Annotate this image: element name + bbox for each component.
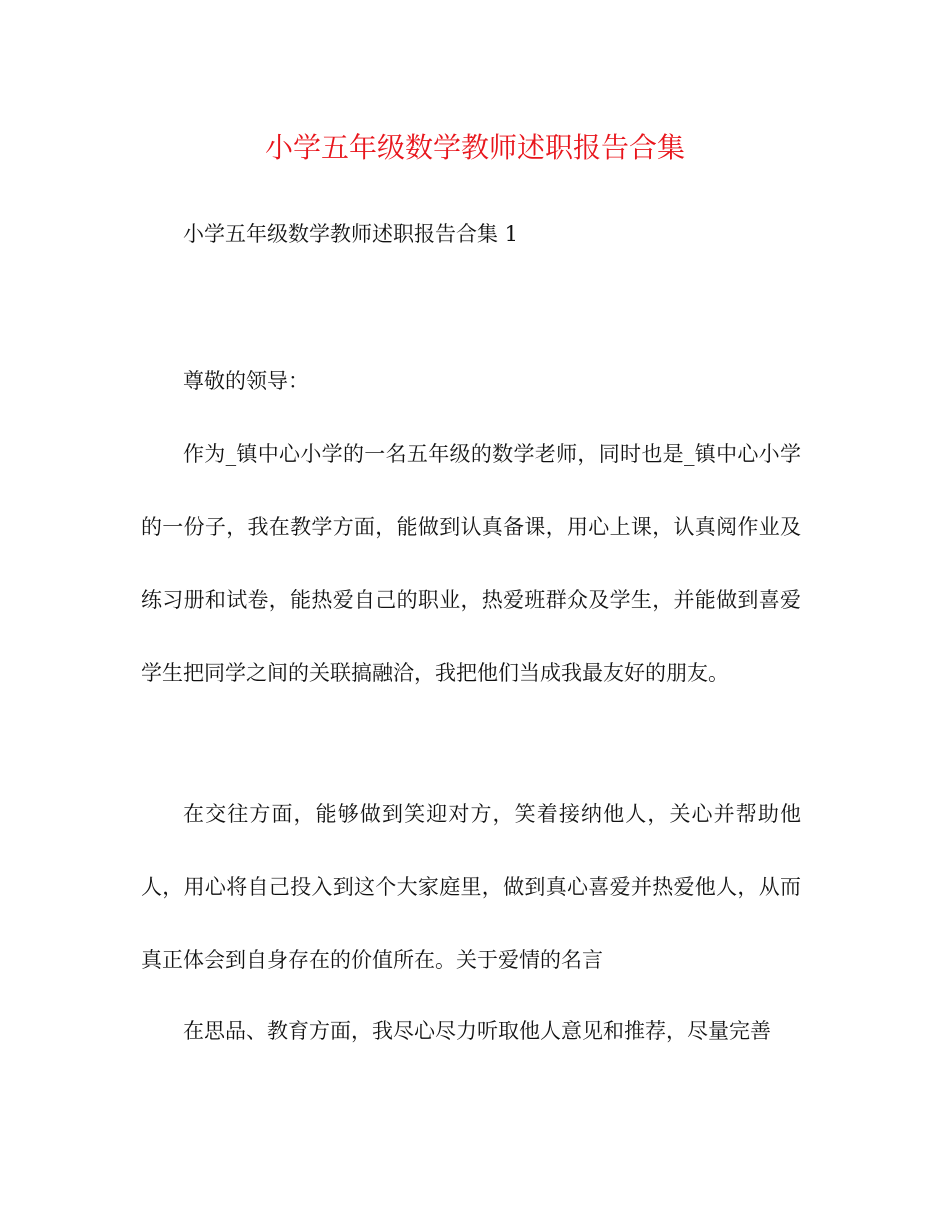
- document-subtitle: 小学五年级数学教师述职报告合集 1: [183, 222, 519, 246]
- paragraph-2: 在交往方面，能够做到笑迎对方，笑着接纳他人，关心并帮助他人，用心将自己投入到这个大家庭里，做到真心喜爱并热爱他人，从而真正体会到自身存在的价值所在。关于爱情的名言: [141, 802, 801, 972]
- salutation: 尊敬的领导：: [183, 369, 309, 393]
- paragraph-1: 作为_镇中心小学的一名五年级的数学老师，同时也是_镇中心小学的一份子，我在教学方面，能做到认真备课，用心上课，认真阅作业及练习册和试卷，能热爱自己的职业，热爱班群众及学生，并能做到喜爱学生把同学之间的关联搞融洽，我把他们当成我最友好的朋友。: [141, 442, 801, 685]
- paragraph-3: 在思品、教育方面，我尽心尽力听取他人意见和推荐，尽量完善: [183, 1019, 771, 1043]
- document-title: 小学五年级数学教师述职报告合集: [264, 131, 685, 164]
